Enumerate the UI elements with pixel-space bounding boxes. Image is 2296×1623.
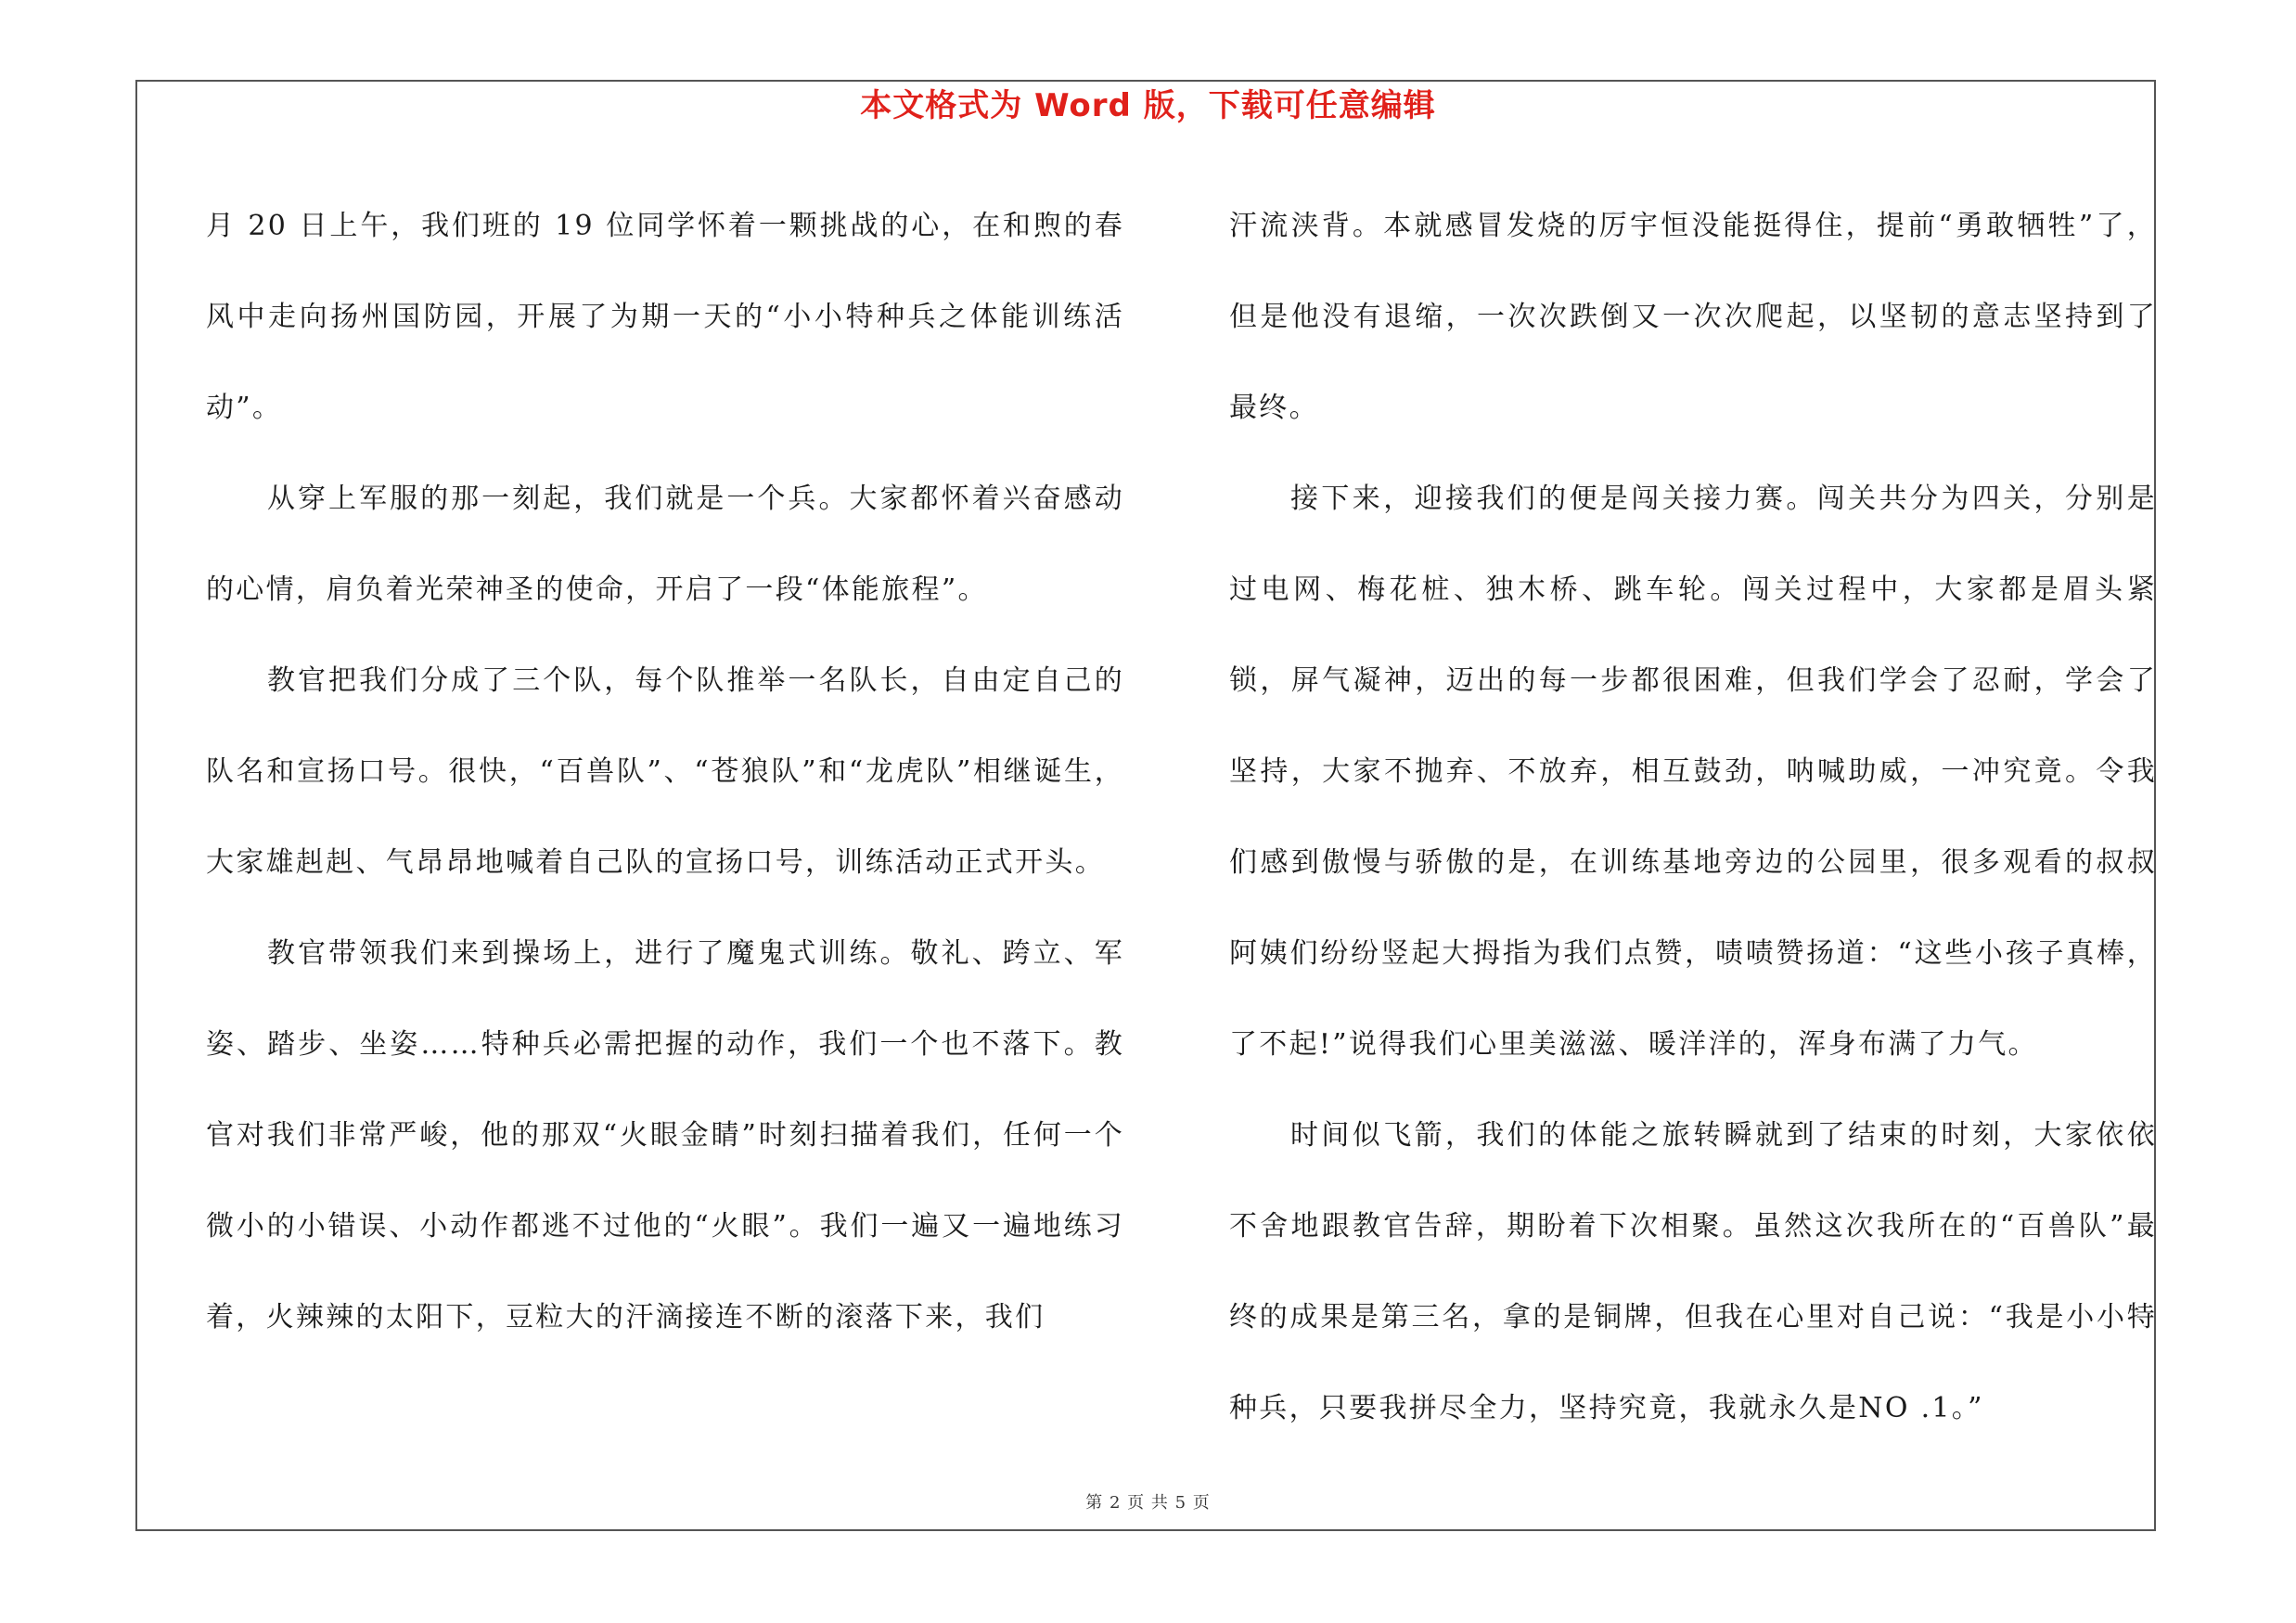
left-text-column (206, 181, 1124, 1363)
right-text-column (1229, 181, 2157, 1454)
paragraph: 月 20 日上午，我们班的 19 位同学怀着一颗挑战的心，在和煦的春风中走向扬州国防园，开展了为期一天的“小小特种兵之体能训练活动”。 (206, 210, 1124, 424)
paragraph: 教官带领我们来到操场上，进行了魔鬼式训练。敬礼、跨立、军姿、踏步、坐姿……特种兵必需把握的动作，我们一个也不落下。教官对我们非常严峻，他的那双“火眼金睛”时刻扫描着我们，任何一个微小的小错误、小动作都逃不过他的“火眼”。我们一遍又一遍地练习着，火辣辣的太阳下，豆粒大的汗滴接连不断的滚落下来，我们 (206, 937, 1124, 1333)
paragraph: 汗流浃背。本就感冒发烧的厉宇恒没能挺得住，提前“勇敢牺牲”了，但是他没有退缩，一次次跌倒又一次次爬起，以坚韧的意志坚持到了最终。 (1229, 210, 2157, 424)
paragraph: 从穿上军服的那一刻起，我们就是一个兵。大家都怀着兴奋感动的心情，肩负着光荣神圣的使命，开启了一段“体能旅程”。 (206, 483, 1124, 606)
paragraph: 接下来，迎接我们的便是闯关接力赛。闯关共分为四关，分别是过电网、梅花桩、独木桥、跳车轮。闯关过程中，大家都是眉头紧锁，屏气凝神，迈出的每一步都很困难，但我们学会了忍耐，学会了坚持，大家不抛弃、不放弃，相互鼓劲，呐喊助威，一冲究竟。令我们感到傲慢与骄傲的是，在训练基地旁边的公园里，很多观看的叔叔阿姨们纷纷竖起大拇指为我们点赞，啧啧赞扬道：“这些小孩子真棒，了不起!”说得我们心里美滋滋、暖洋洋的，浑身布满了力气。 (1229, 483, 2157, 1061)
paragraph: 时间似飞箭，我们的体能之旅转瞬就到了结束的时刻，大家依依不舍地跟教官告辞，期盼着下次相聚。虽然这次我所在的“百兽队”最终的成果是第三名，拿的是铜牌，但我在心里对自己说：“我是小小特种兵，只要我拼尽全力，坚持究竟，我就永久是NO .1。” (1229, 1119, 2157, 1424)
page-number: 第 2 页 共 5 页 (1085, 1493, 1211, 1513)
paragraph: 教官把我们分成了三个队，每个队推举一名队长，自由定自己的队名和宣扬口号。很快，“百兽队”、“苍狼队”和“龙虎队”相继诞生，大家雄赳赳、气昂昂地喊着自己队的宣扬口号，训练活动正式开头。 (206, 664, 1124, 879)
word-format-banner: 本文格式为 Word 版，下载可任意编辑 (860, 87, 1436, 124)
